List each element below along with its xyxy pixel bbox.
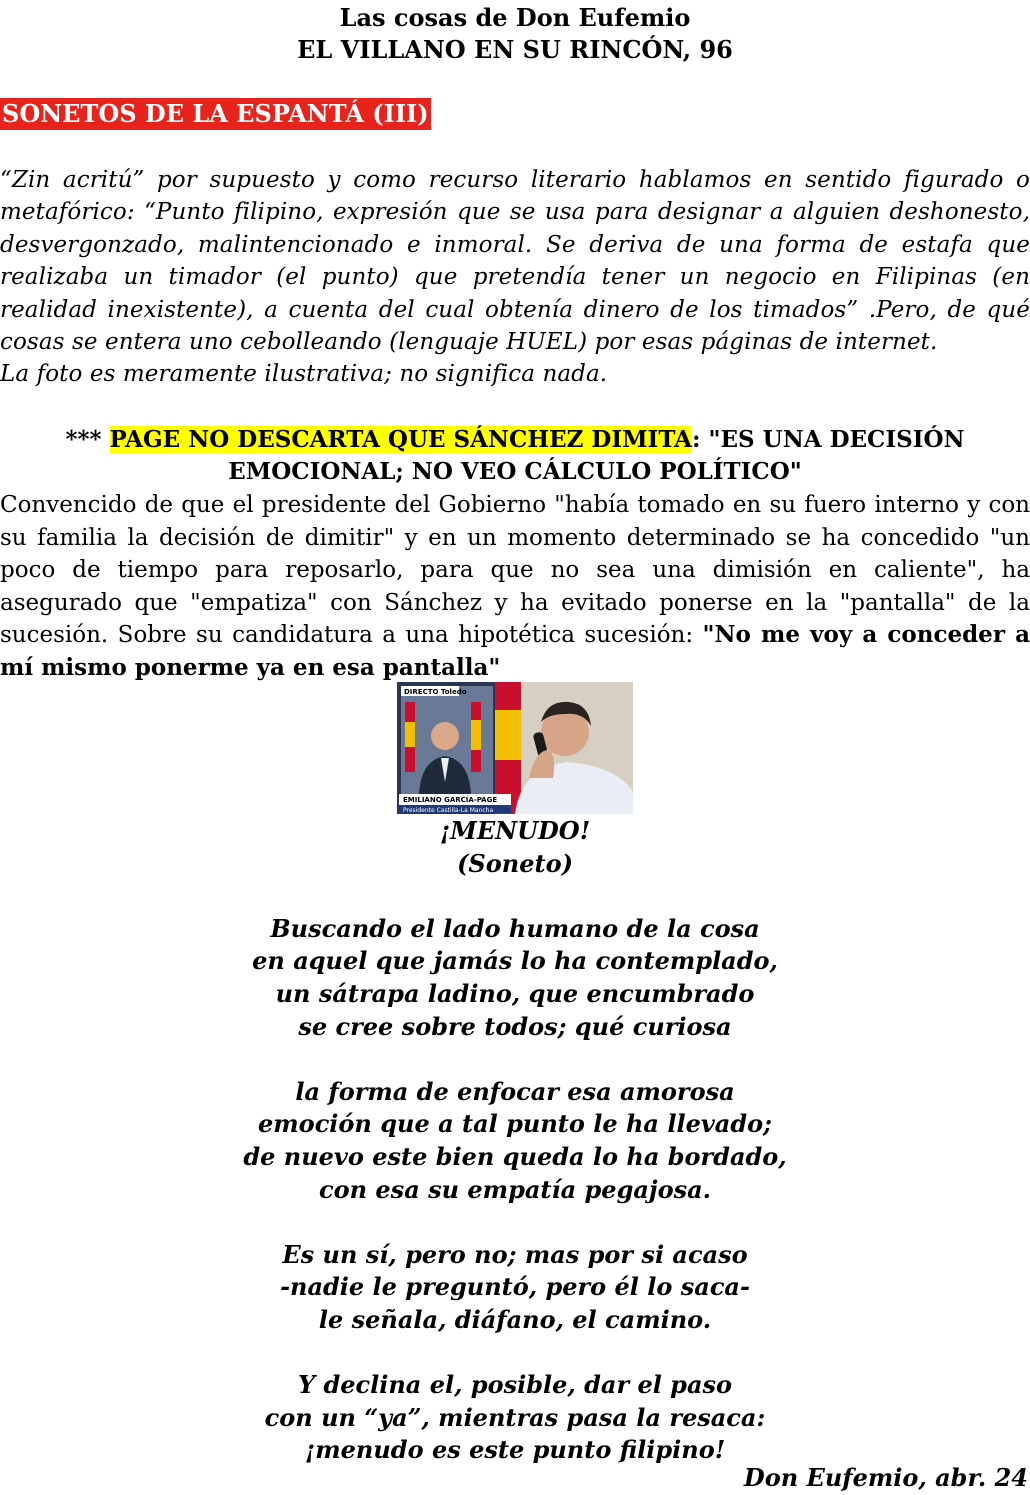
header-line-2: EL VILLANO EN SU RINCÓN, 96	[297, 35, 733, 64]
news-body	[0, 489, 1030, 685]
poem-title: ¡MENUDO!	[439, 816, 591, 845]
poem-line: con un “ya”, mientras pasa la resaca:	[264, 1402, 766, 1432]
poem-line: la forma de enfocar esa amorosa	[295, 1076, 735, 1106]
photo-live-badge: DIRECTO Toledo	[404, 688, 467, 696]
news-quote: "No me voy a conceder a mí mismo ponerme ya en esa pantalla"	[0, 621, 1030, 681]
headline-highlight: PAGE NO DESCARTA QUE SÁNCHEZ DIMITA	[109, 426, 693, 453]
poem-line: de nuevo este bien queda lo ha bordado,	[243, 1141, 787, 1171]
signature: Don Eufemio, abr. 24	[743, 1463, 1028, 1492]
poem-line: emoción que a tal punto le ha llevado;	[258, 1109, 772, 1139]
poem-line: con esa su empatía pegajosa.	[318, 1174, 712, 1204]
section-title: SONETOS DE LA ESPANTÁ (III)	[2, 99, 429, 128]
poem-line: Buscando el lado humano de la cosa	[270, 913, 760, 943]
news-text: Convencido de que el presidente del Gobierno "había tomado en su fuero interno y con su familia la decisión de dimitir" y en un momento determinado se ha concedido "un poco de tiempo para reposarlo, para que no sea una dimisión en caliente", ha asegurado que "empatiza" con Sánchez y ha evitado ponerse en la "pantalla" de la sucesión. Sobre su candidatura a una hipotética sucesión:	[0, 492, 1030, 649]
poem-subtitle: (Soneto)	[457, 848, 573, 878]
poem-line: le señala, diáfano, el camino.	[318, 1304, 712, 1334]
poem-line: Es un sí, pero no; mas por si acaso	[282, 1239, 748, 1269]
photo-caption-role: Presidente Castilla-La Mancha	[403, 807, 494, 814]
poem-line: en aquel que jamás lo ha contemplado,	[252, 946, 778, 976]
news-headline	[0, 424, 1030, 488]
poem-line: Y declina el, posible, dar el paso	[297, 1370, 733, 1400]
headline-rest: : "ES UNA DECISIÓN EMOCIONAL; NO VEO CÁLCULO POLÍTICO"	[228, 426, 965, 485]
sonnet	[0, 815, 1030, 1467]
intro-note: La foto es meramente ilustrativa; no significa nada.	[0, 361, 608, 388]
poem-line: un sátrapa ladino, que encumbrado	[275, 978, 755, 1008]
poem-line: -nadie le preguntó, pero él lo saca-	[280, 1272, 750, 1302]
photo-caption-name: EMILIANO GARCÍA-PAGE	[403, 796, 498, 804]
header-line-1: Las cosas de Don Eufemio	[339, 3, 691, 32]
intro-block	[0, 164, 1030, 391]
poem-line: ¡menudo es este punto filipino!	[304, 1435, 726, 1465]
headline-prefix: ***	[65, 426, 110, 453]
poem-line: se cree sobre todos; qué curiosa	[298, 1011, 732, 1041]
illustrative-photo	[397, 682, 633, 814]
intro-paragraph: “Zin acritú” por supuesto y como recurso literario hablamos en sentido figurado o metafórico: “Punto filipino, expresión que se usa para designar a alguien deshonesto, desvergonzado, malintencionado e inmoral. Se deriva de una forma de estafa que realizaba un timador (el punto) que pretendía tener un negocio en Filipinas (en realidad inexistente), a cuenta del cual obtenía dinero de los timados” .Pero, de qué cosas se entera uno cebolleando (lenguaje HUEL) por esas páginas de internet.	[0, 167, 1030, 356]
photo-illustration	[397, 682, 633, 814]
